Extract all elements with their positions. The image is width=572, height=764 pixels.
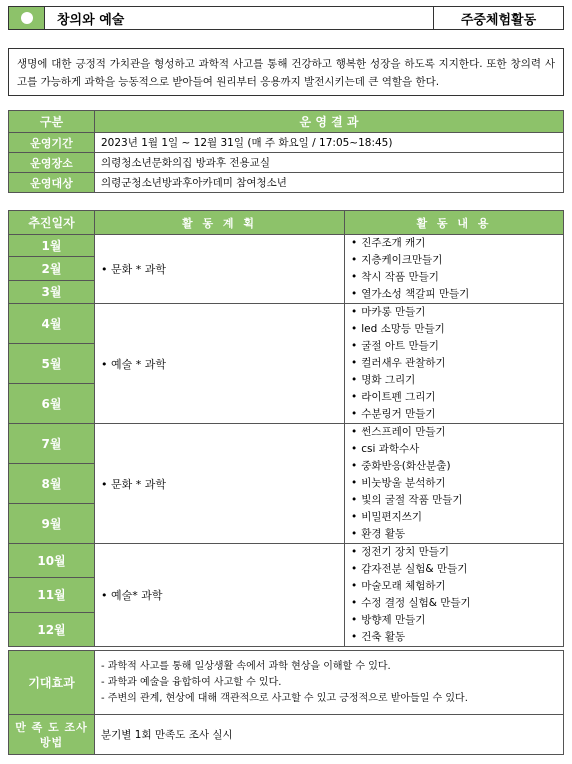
survey-label: 만 족 도 조사 방법: [9, 715, 95, 755]
month-cell: 2월: [9, 257, 95, 280]
list-item: • 착시 작품 만들기: [351, 269, 557, 286]
month-cell: 3월: [9, 280, 95, 303]
activity-list: [351, 424, 557, 543]
list-item: • 정전기 장치 만들기: [351, 544, 557, 561]
list-item: • 비눗방울 분석하기: [351, 475, 557, 492]
circle-icon: [21, 12, 33, 24]
info-label-period: 운영기간: [9, 133, 95, 153]
month-cell: 12월: [9, 612, 95, 646]
info-value-period: 2023년 1월 1일 ~ 12월 31일 (매 주 화요일 / 17:05~18:45): [95, 133, 564, 153]
effect-label: 기대효과: [9, 651, 95, 715]
info-label-target: 운영대상: [9, 173, 95, 193]
month-cell: 5월: [9, 344, 95, 384]
effect-line: - 주변의 관계, 현상에 대해 객관적으로 사고할 수 있고 긍정적으로 받아들일 수 있다.: [101, 692, 468, 704]
activity-header-content: 활 동 내 용: [345, 211, 564, 235]
activity-content: [345, 544, 564, 647]
info-header-category: 구분: [9, 111, 95, 133]
list-item: • 마술모래 체험하기: [351, 578, 557, 595]
list-item: • 진주조개 캐기: [351, 235, 557, 252]
header-bullet: [9, 7, 45, 29]
month-cell: 7월: [9, 424, 95, 464]
effect-line: - 과학과 예술을 융합하여 사고할 수 있다.: [101, 676, 282, 688]
list-item: • 수분링거 만들기: [351, 406, 557, 423]
month-cell: 10월: [9, 544, 95, 578]
month-cell: 4월: [9, 304, 95, 344]
list-item: • 지층케이크만들기: [351, 252, 557, 269]
activity-header-plan: 활 동 계 획: [95, 211, 345, 235]
survey-value: 분기별 1회 만족도 조사 실시: [95, 715, 564, 755]
info-table: [8, 110, 564, 193]
month-cell: 8월: [9, 464, 95, 504]
activity-plan: • 예술 * 과학: [95, 304, 345, 424]
month-cell: 9월: [9, 504, 95, 544]
list-item: • 굴절 아트 만들기: [351, 338, 557, 355]
list-item: • 중화반응(화산분출): [351, 458, 557, 475]
activity-list: [351, 544, 557, 646]
list-item: • 감자전분 실험& 만들기: [351, 561, 557, 578]
activity-list: [351, 235, 557, 303]
effect-content: [95, 651, 564, 715]
effect-table: [8, 650, 564, 755]
list-item: • 컬러새우 관찰하기: [351, 355, 557, 372]
activity-plan: • 문화 * 과학: [95, 235, 345, 304]
list-item: • csi 과학수사: [351, 441, 557, 458]
section-header: [8, 6, 564, 30]
month-cell: 6월: [9, 384, 95, 424]
list-item: • 열가소성 책갈피 만들기: [351, 286, 557, 303]
info-value-place: 의령청소년문화의집 방과후 전용교실: [95, 153, 564, 173]
activity-table: [8, 210, 564, 647]
month-cell: 11월: [9, 578, 95, 612]
activity-content: [345, 424, 564, 544]
list-item: • 마카롱 만들기: [351, 304, 557, 321]
list-item: • 빛의 굴절 작품 만들기: [351, 492, 557, 509]
activity-content: [345, 304, 564, 424]
info-label-place: 운영장소: [9, 153, 95, 173]
activity-content: [345, 235, 564, 304]
section-tag: 주중체험활동: [433, 7, 563, 29]
list-item: • 건축 활동: [351, 629, 557, 646]
info-header-result: 운 영 결 과: [95, 111, 564, 133]
list-item: • 비밀편지쓰기: [351, 509, 557, 526]
info-value-target: 의령군청소년방과후아카데미 참여청소년: [95, 173, 564, 193]
effect-line: - 과학적 사고를 통해 일상생활 속에서 과학 현상을 이해할 수 있다.: [101, 660, 391, 672]
list-item: • 방향제 만들기: [351, 612, 557, 629]
activity-list: [351, 304, 557, 423]
list-item: • 수정 결정 실험& 만들기: [351, 595, 557, 612]
list-item: • led 소망등 만들기: [351, 321, 557, 338]
list-item: • 환경 활동: [351, 526, 557, 543]
list-item: • 썬스프레이 만들기: [351, 424, 557, 441]
list-item: • 명화 그리기: [351, 372, 557, 389]
month-cell: 1월: [9, 235, 95, 257]
list-item: • 라이트펜 그리기: [351, 389, 557, 406]
activity-plan: • 문화 * 과학: [95, 424, 345, 544]
activity-header-date: 추진일자: [9, 211, 95, 235]
section-title: 창의와 예술: [57, 12, 125, 28]
intro-text: 생명에 대한 긍정적 가치관을 형성하고 과학적 사고를 통해 건강하고 행복한 성장을 하도록 지지한다. 또한 창의력 사고를 가능하게 과학을 능동적으로 받아들여 원리부터 응용까지 발전시키는데 큰 역할을 한다.: [8, 48, 564, 96]
activity-plan: • 예술* 과학: [95, 544, 345, 647]
